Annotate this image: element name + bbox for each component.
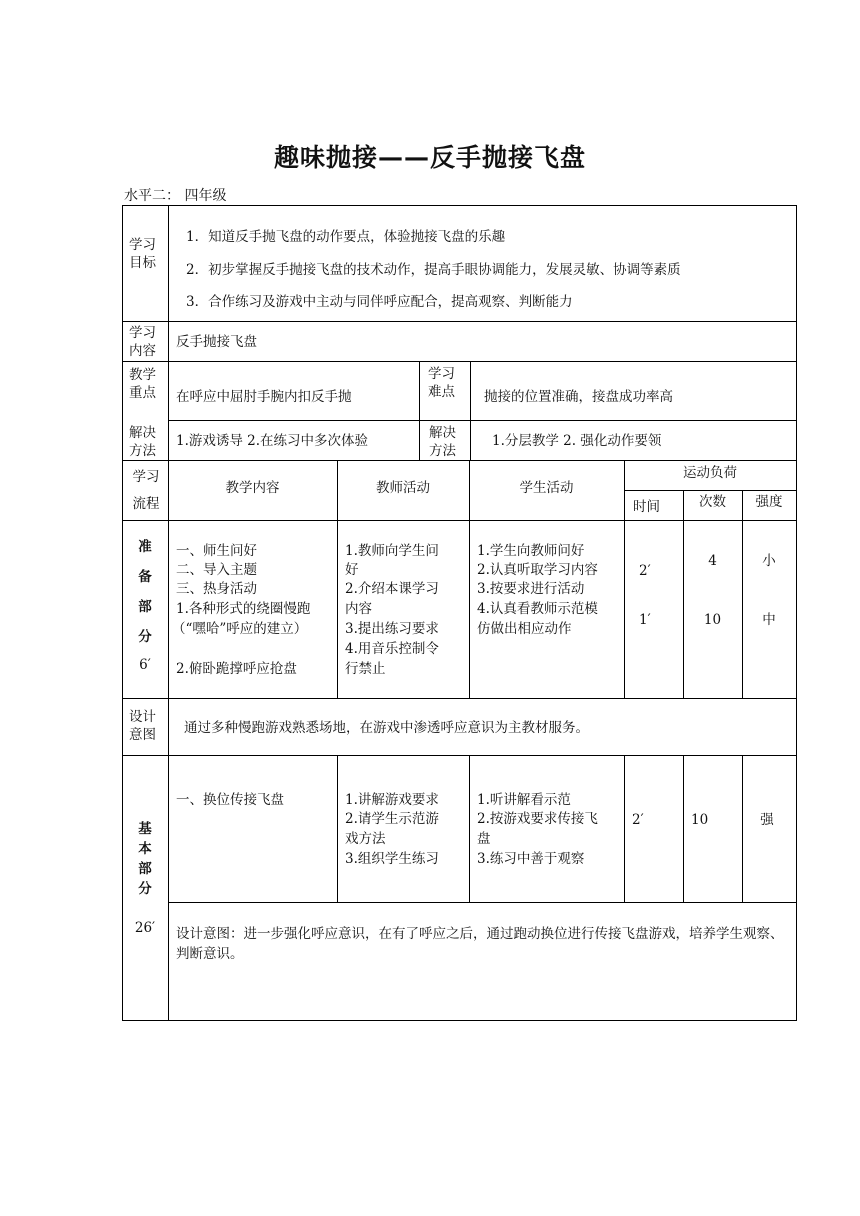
difficulty-value: 抛接的位置准确，接盘成功率高 — [484, 389, 673, 405]
method-left-label: 解决方法 — [129, 425, 156, 459]
basic-count: 10 — [691, 812, 709, 828]
basic-section-char: 基 — [138, 821, 152, 837]
basic-student-line: 1.听讲解看示范 — [477, 792, 571, 808]
content-label: 学习内容 — [129, 325, 156, 359]
basic-teacher-line: 1.讲解游戏要求 — [345, 792, 439, 808]
count-header: 次数 — [699, 494, 726, 510]
basic-student-line: 盘 — [477, 831, 491, 847]
prep-section-char: 备 — [138, 569, 152, 585]
prep-student-line: 2.认真听取学习内容 — [477, 562, 598, 578]
method-right-value: 1.分层教学 2. 强化动作要领 — [492, 433, 662, 449]
basic-time: 2′ — [632, 812, 644, 828]
prep-section-char: 准 — [138, 539, 152, 555]
difficulty-label: 学习难点 — [428, 366, 455, 400]
prep-teacher-line: 内容 — [345, 601, 372, 617]
prep-intensity: 小 — [762, 553, 776, 569]
prep-teacher-line: 行禁止 — [345, 661, 386, 677]
prep-content-line: 二、导入主题 — [176, 562, 257, 578]
objective-item: 1．知道反手抛飞盘的动作要点，体验抛接飞盘的乐趣 — [186, 229, 506, 245]
prep-time: 2′ — [639, 563, 651, 579]
prep-content-line: 一、师生问好 — [176, 543, 257, 559]
prep-section-char: 分 — [138, 629, 152, 645]
prep-content-line: （“嘿哈”呼应的建立） — [172, 621, 308, 637]
prep-student-line: 3.按要求进行活动 — [477, 581, 585, 597]
prep-student-line: 1.学生向教师问好 — [477, 543, 585, 559]
method-left-value: 1.游戏诱导 2.在练习中多次体验 — [176, 433, 369, 449]
prep-count: 4 — [708, 553, 717, 569]
method-right-label: 解决方法 — [429, 425, 456, 459]
prep-teacher-line: 2.介绍本课学习 — [345, 581, 439, 597]
page-title: 趣味抛接——反手抛接飞盘 — [273, 143, 586, 172]
objective-item: 2．初步掌握反手抛接飞盘的技术动作，提高手眼协调能力，发展灵敏、协调等素质 — [186, 262, 681, 278]
teaching-content-header: 教学内容 — [225, 480, 280, 496]
prep-intensity: 中 — [762, 612, 776, 628]
key-point-label: 教学重点 — [129, 367, 156, 401]
basic-teacher-line: 2.请学生示范游 — [345, 811, 439, 827]
teacher-activity-header: 教师活动 — [376, 480, 430, 496]
intensity-header: 强度 — [755, 494, 783, 510]
prep-time: 1′ — [639, 612, 651, 628]
basic-section-char: 分 — [138, 881, 152, 897]
basic-duration: 26′ — [134, 920, 156, 936]
objectives-label: 学习目标 — [129, 237, 156, 271]
basic-teacher-line: 戏方法 — [345, 831, 386, 847]
basic-student-line: 3.练习中善于观察 — [477, 851, 585, 867]
prep-content-line: 1.各种形式的绕圈慢跑 — [176, 601, 311, 617]
prep-teacher-line: 3.提出练习要求 — [345, 621, 439, 637]
objective-item: 3．合作练习及游戏中主动与同伴呼应配合，提高观察、判断能力 — [186, 294, 573, 310]
prep-section-char: 部 — [138, 599, 152, 615]
prep-content-line: 2.俯卧跪撑呼应抢盘 — [176, 661, 297, 677]
flow-header: 学习流程 — [132, 469, 160, 512]
basic-student-line: 2.按游戏要求传接飞 — [477, 811, 598, 827]
design-intent-value: 通过多种慢跑游戏熟悉场地，在游戏中渗透呼应意识为主教材服务。 — [184, 720, 589, 736]
prep-duration: 6′ — [139, 657, 151, 673]
basic-section-char: 部 — [138, 861, 152, 877]
basic-teacher-line: 3.组织学生练习 — [345, 851, 439, 867]
design-intent-label: 设计意图 — [129, 709, 156, 743]
student-activity-header: 学生活动 — [519, 480, 574, 496]
prep-content-line: 三、热身活动 — [176, 581, 257, 597]
basic-content: 一、换位传接飞盘 — [176, 792, 284, 808]
content-value: 反手抛接飞盘 — [176, 334, 257, 350]
basic-intensity: 强 — [760, 812, 774, 828]
basic-section-char: 本 — [138, 841, 152, 857]
prep-student-line: 4.认真看教师示范模 — [477, 601, 598, 617]
prep-student-line: 仿做出相应动作 — [477, 621, 572, 637]
grade-level: 水平二： 四年级 — [124, 188, 227, 204]
prep-teacher-line: 4.用音乐控制令 — [345, 641, 439, 657]
key-point-value: 在呼应中屈肘手腕内扣反手抛 — [176, 389, 352, 405]
prep-teacher-line: 好 — [345, 562, 359, 578]
prep-teacher-line: 1.教师向学生问 — [345, 543, 439, 559]
load-header: 运动负荷 — [683, 465, 737, 481]
time-header: 时间 — [633, 499, 660, 515]
prep-count: 10 — [703, 612, 722, 628]
basic-design-intent: 设计意图：进一步强化呼应意识，在有了呼应之后，通过跑动换位进行传接飞盘游戏，培养学生观察、判断意识。 — [176, 926, 784, 962]
